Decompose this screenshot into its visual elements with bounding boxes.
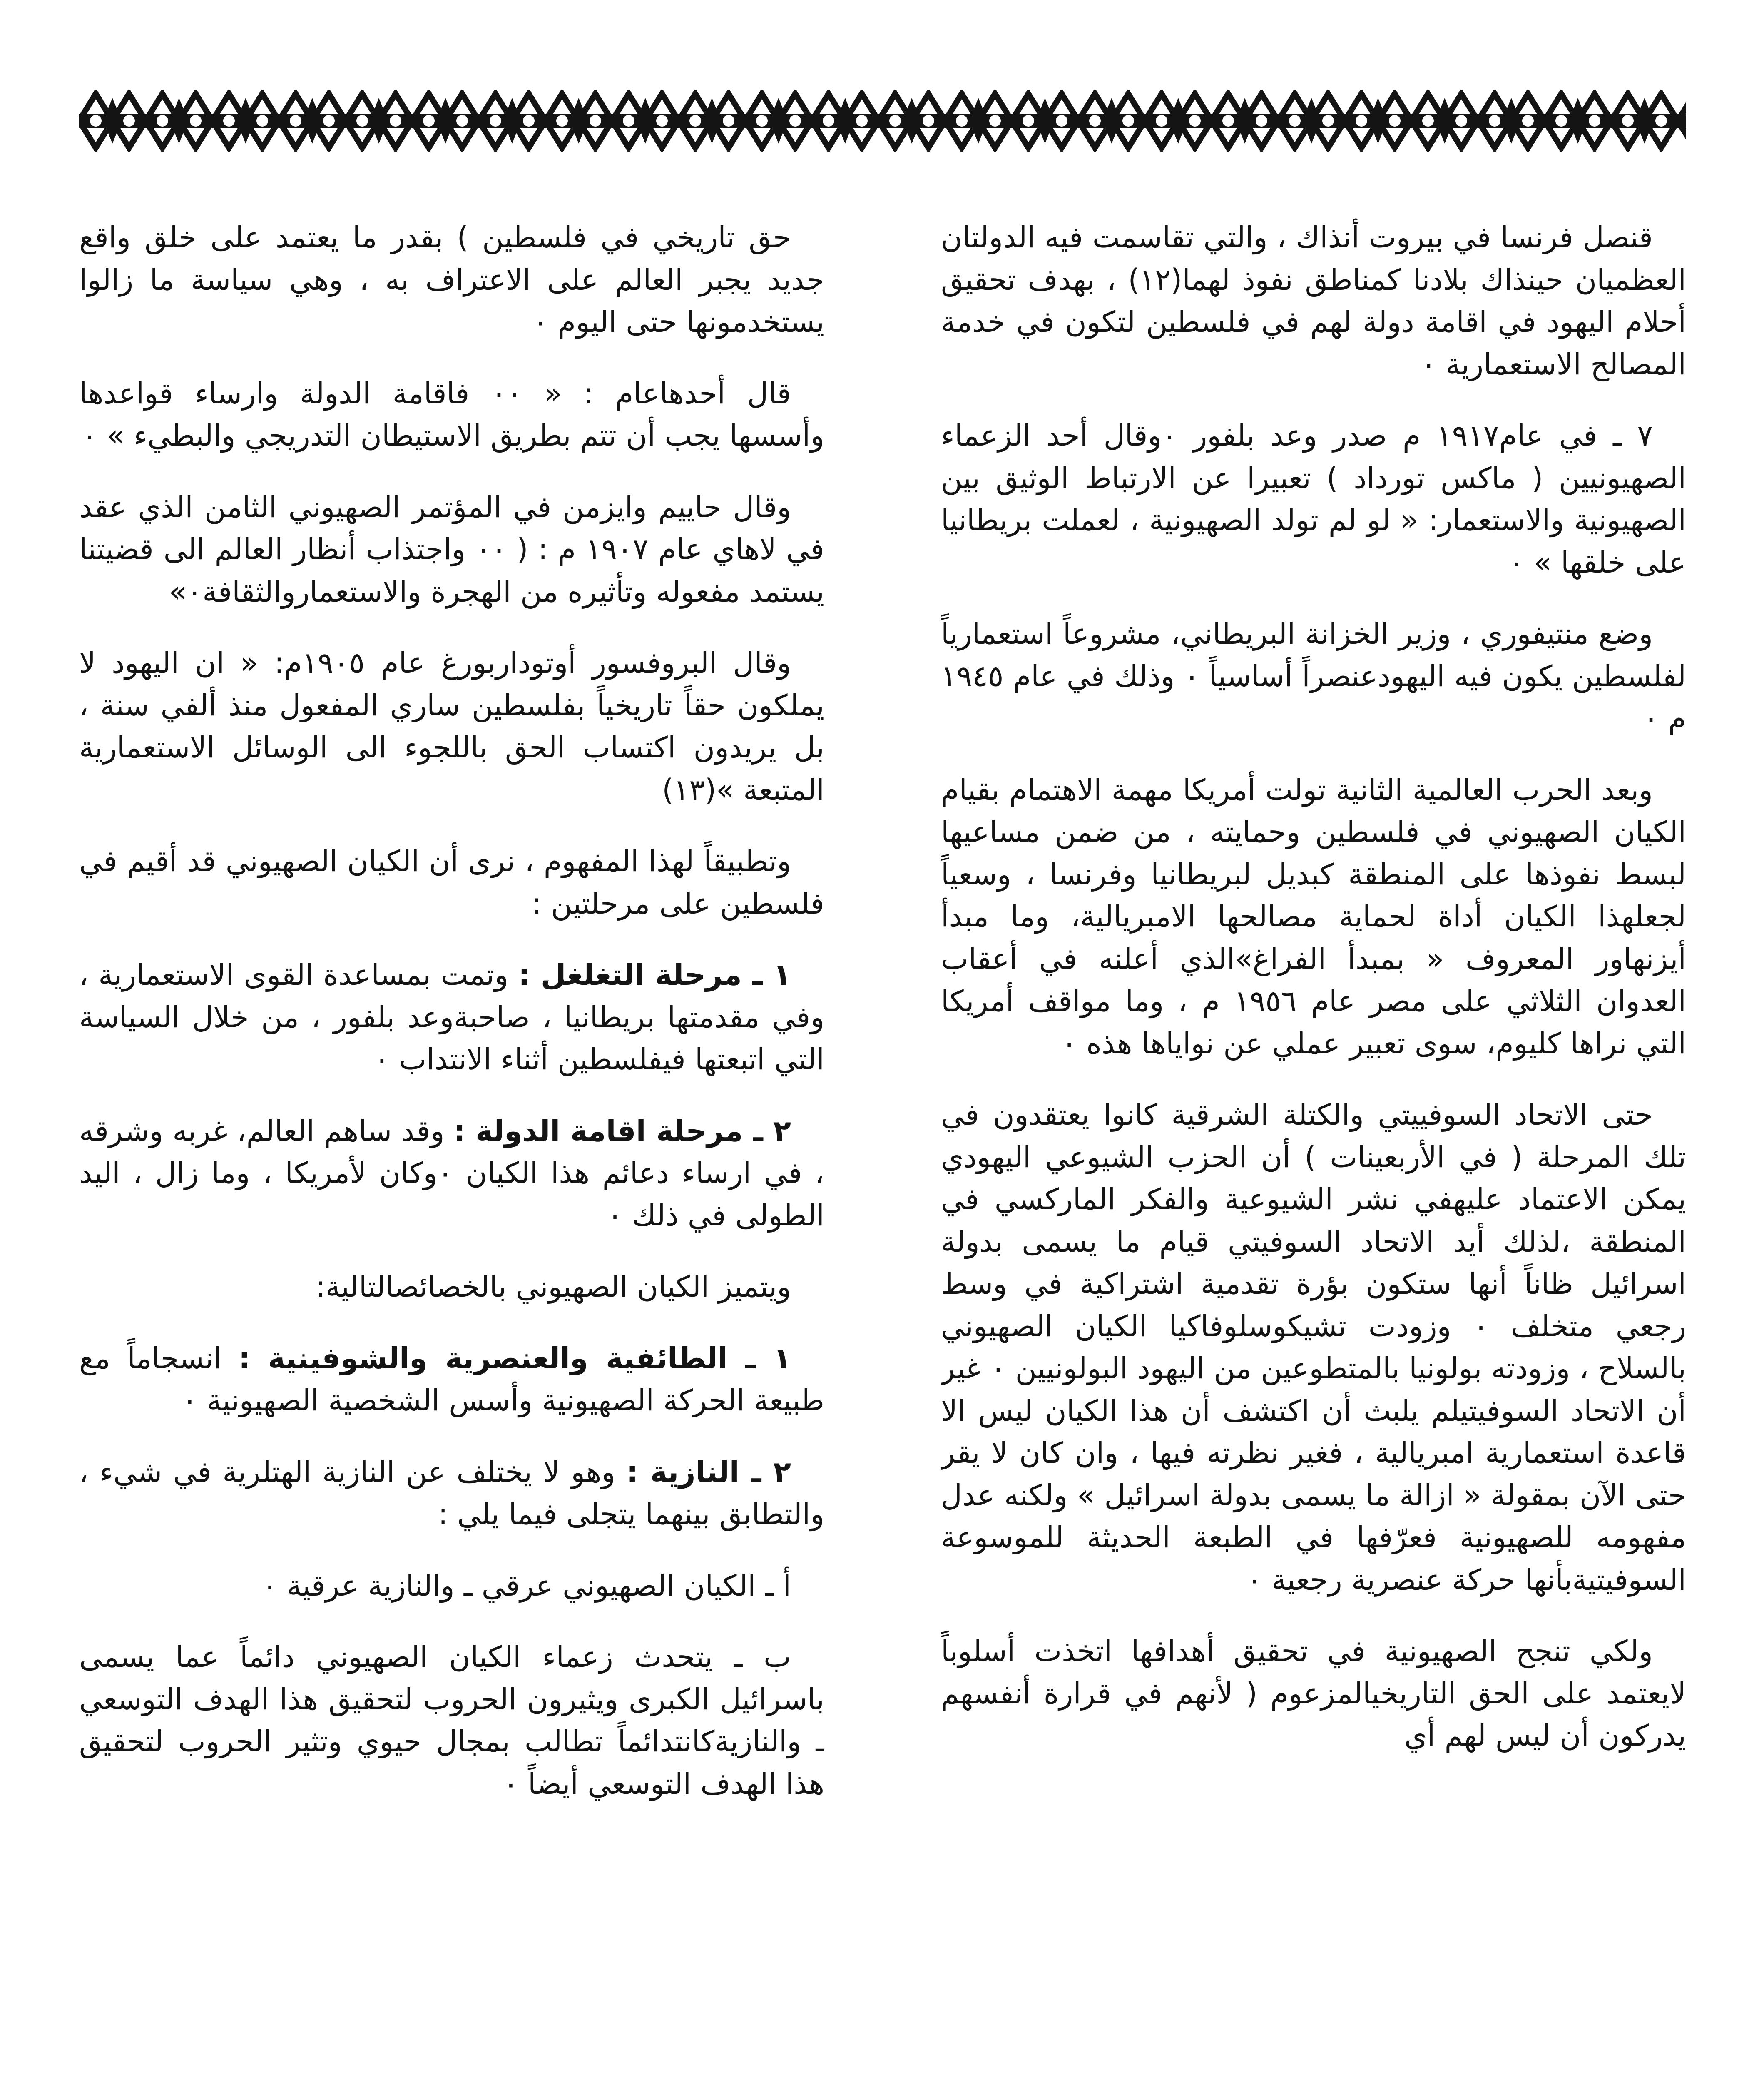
paragraph: وقال حاييم وايزمن في المؤتمر الصهيوني الثامن الذي عقد في لاهاي عام ١٩٠٧ م : ( ٠٠ واجتذاب أنظار العالم الى قضيتنا يستمد مفعوله وتأثيره من الهجرة والاستعماروالثقافة٠» [79, 490, 824, 609]
paragraph: وضع منتيفوري ، وزير الخزانة البريطاني، مشروعاً استعمارياً لفلسطين يكون فيه اليهودعنصراً أساسياً ٠ وذلك في عام ١٩٤٥ م ٠ [941, 617, 1686, 735]
paragraph: وتطبيقاً لهذا المفهوم ، نرى أن الكيان الصهيوني قد أقيم في فلسطين على مرحلتين : [79, 844, 824, 921]
decorative-header-border [79, 90, 1686, 152]
paragraph: ب ـ يتحدث زعماء الكيان الصهيوني دائماً عما يسمى باسرائيل الكبرى ويثيرون الحروب لتحقيق هذا الهدف التوسعي ـ والنازيةكانتدائماً تطالب بمجال حيوي وتثير الحروب لتحقيق هذا الهدف التوسعي أيضاً ٠ [79, 1640, 824, 1801]
section-heading-paragraph: ٢ ـ النازية : وهو لا يختلف عن النازية الهتلرية في شيء ، والتطابق بينهما يتجلى فيما يلي : [79, 1454, 824, 1531]
article-body [79, 217, 1686, 2082]
paragraph: قال أحدهاعام : « ٠٠ فاقامة الدولة وارساء قواعدها وأسسها يجب أن تتم بطريق الاستيطان التدريجي والبطيء » ٠ [79, 376, 824, 453]
paragraph: ٧ ـ في عام١٩١٧ م صدر وعد بلفور ٠وقال أحد الزعماء الصهيونيين ( ماكس تورداد ) تعبيرا عن الارتباط الوثيق بين الصهيونية والاستعمار: « لو لم تولد الصهيونية ، لعملت بريطانيا على خلقها » ٠ [941, 418, 1686, 580]
section-heading-paragraph: ٢ ـ مرحلة اقامة الدولة : وقد ساهم العالم، غربه وشرقه ، في ارساء دعائم هذا الكيان ٠وكان لأمريكا ، وما زال ، اليد الطولى في ذلك ٠ [79, 1113, 824, 1233]
paragraph: قنصل فرنسا في بيروت أنذاك ، والتي تقاسمت فيه الدولتان العظميان حينذاك بلادنا كمناطق نفوذ لهما(١٢) ، بهدف تحقيق أحلام اليهود في اقامة دولة لهم في فلسطين لتكون في خدمة المصالح الاستعمارية ٠ [941, 220, 1686, 381]
paragraph: أ ـ الكيان الصهيوني عرقي ـ والنازية عرقية ٠ [262, 1568, 791, 1603]
paragraph: حق تاريخي في فلسطين ) بقدر ما يعتمد على خلق واقع جديد يجبر العالم على الاعتراف به ، وهي سياسة ما زالوا يستخدمونها حتى اليوم ٠ [79, 220, 824, 339]
section-heading-paragraph: ١ ـ مرحلة التغلغل : وتمت بمساعدة القوى الاستعمارية ، وفي مقدمتها بريطانيا ، صاحبةوعد بلفور ، من خلال السياسة التي اتبعتها فيفلسطين أثناء الانتداب ٠ [79, 958, 824, 1076]
left-column [79, 217, 824, 2082]
paragraph: وقال البروفسور أوتوداربورغ عام ١٩٠٥م: « ان اليهود لا يملكون حقاً تاريخياً بفلسطين ساري المفعول منذ ألفي سنة ، بل يريدون اكتساب الحق باللجوء الى الوسائل الاستعمارية المتبعة »(١٣) [79, 646, 824, 807]
paragraph: وبعد الحرب العالمية الثانية تولت أمريكا مهمة الاهتمام بقيام الكيان الصهيوني في فلسطين وحمايته ، من ضمن مساعيها لبسط نفوذها على المنطقة كبديل لبريطانيا وفرنسا ، وسعياً لجعلهذا الكيان أداة لحماية مصالحها الامبريالية، وما مبدأ أيزنهاور المعروف « بمبدأ الفراغ»الذي أعلنه في أعقاب العدوان الثلاثي على مصر عام ١٩٥٦ م ، وما مواقف أمريكا التي نراها كليوم، سوى تعبير عملي عن نواياها هذه ٠ [941, 772, 1686, 1061]
right-column [941, 217, 1686, 2082]
section-heading-paragraph: ١ ـ الطائفية والعنصرية والشوفينية : انسجاماً مع طبيعة الحركة الصهيونية وأسس الشخصية الصهيونية ٠ [79, 1341, 824, 1417]
paragraph: حتى الاتحاد السوفييتي والكتلة الشرقية كانوا يعتقدون في تلك المرحلة ( في الأربعينات ) أن الحزب الشيوعي اليهودي يمكن الاعتماد عليهفي نشر الشيوعية والفكر الماركسي في المنطقة ،لذلك أيد الاتحاد السوفيتي قيام ما يسمى بدولة اسرائيل ظاناً أنها ستكون بؤرة تقدمية اشتراكية في وسط رجعي متخلف ٠ وزودت تشيكوسلوفاكيا الكيان الصهيوني بالسلاح ، وزودته بولونيا بالمتطوعين من اليهود البولونيين ٠ غير أن الاتحاد السوفيتيلم يلبث أن اكتشف أن هذا الكيان ليس الا قاعدة استعمارية امبريالية ، فغير نظرته فيها ، وان كان لا يقر حتى الآن بمقولة « ازالة ما يسمى بدولة اسرائيل » ولكنه عدل مفهومه للصهيونية فعرّفها في الطبعة الحديثة للموسوعة السوفيتيةبأنها حركة عنصرية رجعية ٠ [941, 1098, 1686, 1597]
paragraph: ويتميز الكيان الصهيوني بالخصائصالتالية: [316, 1270, 791, 1304]
paragraph: ولكي تنجح الصهيونية في تحقيق أهدافها اتخذت أسلوباً لايعتمد على الحق التاريخيالمزعوم ( لأنهم في قرارة أنفسهم يدركون أن ليس لهم أي [941, 1634, 1686, 1753]
